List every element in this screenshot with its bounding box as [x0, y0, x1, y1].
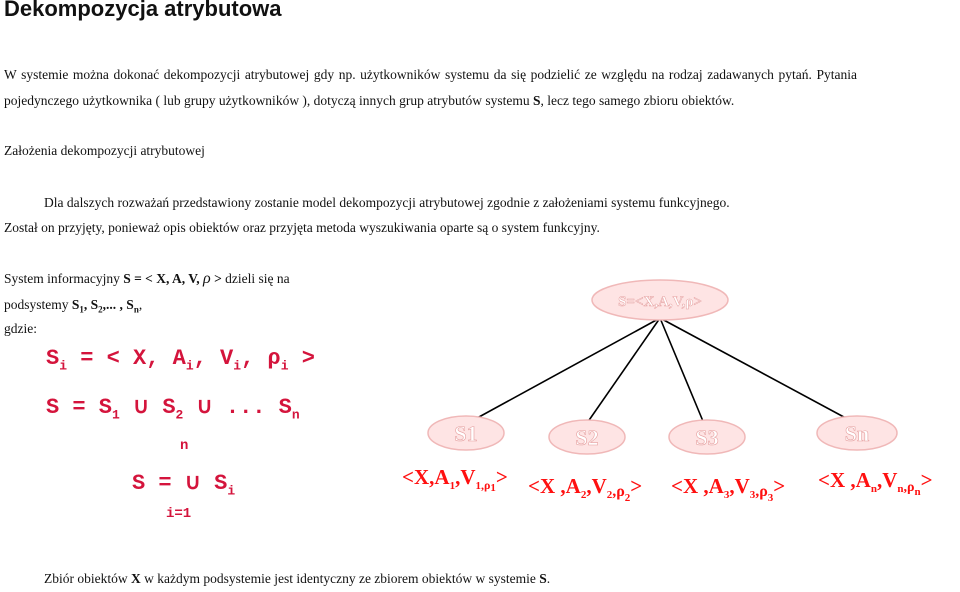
root-node-label: S=<X,A,V,ρ> — [618, 294, 702, 310]
system-desc-line-2: podsystemy $S_1$, $S_2$,... , $S_n$, — [4, 297, 143, 315]
formula-union-compact: S = ∪ $S_i$ — [132, 471, 236, 499]
node-sn-label: Sn — [844, 421, 870, 446]
system-desc-line-3: gdzie: — [4, 321, 37, 336]
assumption-text-1: Dla dalszych rozważań przedstawiony zostanie model dekompozycji atrybutowej zgodnie z założeniami systemu funkcyjnego. — [44, 195, 730, 210]
node-s2-tuple: <X $,A_2,V_2,\rho_2>$ — [528, 474, 643, 504]
assumption-text-2: Został on przyjęty, ponieważ opis obiektów oraz przyjęta metoda wyszukiwania oparte są o system funkcyjny. — [4, 220, 600, 235]
formula-union-lower-limit: i=1 — [166, 506, 192, 522]
formula-union-expanded: $S = S_1$ ∪ $S_2$ ∪ ... $S_n$ — [46, 395, 300, 423]
formula-union-upper-limit: n — [180, 438, 189, 454]
intro-line-1: W systemie można dokonać dekompozycji atrybutowej gdy np. użytkowników systemu da się podzielić ze względu na rodzaj zadawanych pytań. Pytania — [4, 67, 857, 82]
tree-edges — [468, 318, 855, 426]
footer-note: Zbiór obiektów X w każdym podsystemie jest identyczny ze zbiorem obiektów w systemie S. — [44, 571, 551, 586]
node-s3-tuple: <X $,A_3,V_3,\rho_3>$ — [671, 474, 786, 504]
page-title: Dekompozycja atrybutowa — [4, 0, 282, 21]
node-sn-tuple: <X $,A_n,V_n,\rho n>$ — [818, 468, 933, 498]
formula-subsystem: $S_i$ = < X, $A_i$, $V_i$, $\rho_i$ > — [46, 346, 315, 374]
system-desc-line-1: System informacyjny S = < X, A, V, ρ > dzieli się na — [4, 270, 290, 287]
intro-line-2: pojedynczego użytkownika ( lub grupy użytkowników ), dotyczą innych grup atrybutów systemu S, lecz tego samego zbioru obiektów. — [4, 93, 735, 108]
assumptions-heading: Założenia dekompozycji atrybutowej — [4, 143, 205, 158]
node-s1-label: S1 — [454, 421, 478, 446]
node-s2-label: S2 — [575, 425, 599, 450]
node-s3-label: S3 — [695, 425, 719, 450]
node-s1-tuple: $<X,A_1,V_1,\rho 1>$ — [402, 465, 508, 494]
